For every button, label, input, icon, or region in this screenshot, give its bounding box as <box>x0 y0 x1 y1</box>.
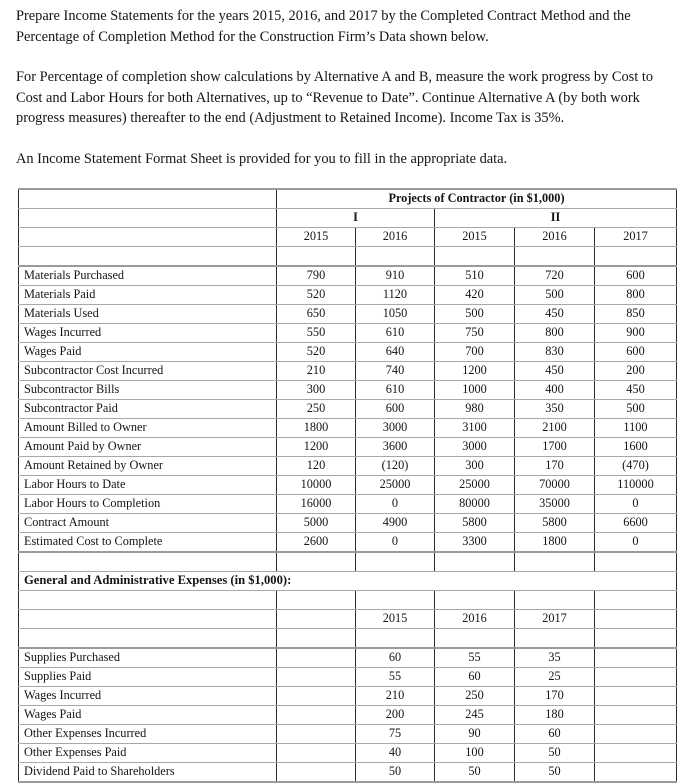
row-label: Labor Hours to Date <box>19 476 277 495</box>
row-label: Materials Paid <box>19 286 277 305</box>
table-row <box>19 457 677 476</box>
spacer-cell <box>356 629 435 649</box>
row-value: 210 <box>277 362 356 381</box>
row-label: Wages Paid <box>19 706 277 725</box>
spacer-cell <box>435 629 515 649</box>
table-row <box>19 533 677 553</box>
row-value: 0 <box>595 533 677 553</box>
row-value: 1050 <box>356 305 435 324</box>
row-value <box>277 763 356 783</box>
row-value: 3600 <box>356 438 435 457</box>
year-header-row <box>19 228 677 247</box>
row-value: 25 <box>515 668 595 687</box>
row-value: 50 <box>435 763 515 783</box>
paragraph-3: An Income Statement Format Sheet is provided for you to fill in the appropriate data. <box>16 150 508 167</box>
row-value: 830 <box>515 343 595 362</box>
row-value: 650 <box>277 305 356 324</box>
row-value: 1800 <box>515 533 595 553</box>
row-value: 50 <box>356 763 435 783</box>
row-label: Labor Hours to Completion <box>19 495 277 514</box>
row-value: 50 <box>515 744 595 763</box>
spacer-cell <box>435 247 515 267</box>
row-label: Subcontractor Bills <box>19 381 277 400</box>
spacer-cell <box>595 629 677 649</box>
spacer-row-mid <box>19 552 677 572</box>
row-label: Materials Purchased <box>19 266 277 286</box>
table-row <box>19 266 677 286</box>
spacer-row-ga-2 <box>19 629 677 649</box>
spacer-cell <box>19 591 277 610</box>
spacer-cell <box>19 629 277 649</box>
row-value: 910 <box>356 266 435 286</box>
ga-year-header-2: 2015 <box>356 610 435 629</box>
spacer-cell <box>595 247 677 267</box>
row-value: 120 <box>277 457 356 476</box>
row-value: 600 <box>595 343 677 362</box>
row-value: 0 <box>356 495 435 514</box>
row-value <box>595 687 677 706</box>
row-value: 25000 <box>356 476 435 495</box>
row-label: Contract Amount <box>19 514 277 533</box>
ga-year-header-1 <box>277 610 356 629</box>
spacer-cell <box>356 247 435 267</box>
row-label: Other Expenses Paid <box>19 744 277 763</box>
row-label: Wages Paid <box>19 343 277 362</box>
project-group-blank-cell <box>19 209 277 228</box>
row-label: Estimated Cost to Complete <box>19 533 277 553</box>
table-row <box>19 381 677 400</box>
row-value: 5800 <box>435 514 515 533</box>
spacer-cell <box>515 629 595 649</box>
row-value <box>277 687 356 706</box>
row-value: 0 <box>595 495 677 514</box>
spacer-cell <box>356 591 435 610</box>
ga-year-header-5 <box>595 610 677 629</box>
row-value <box>595 668 677 687</box>
group-title-cell: Projects of Contractor (in $1,000) <box>277 189 677 209</box>
row-value: 2600 <box>277 533 356 553</box>
spacer-cell <box>515 247 595 267</box>
spacer-row-ga-1 <box>19 591 677 610</box>
row-value <box>277 706 356 725</box>
row-value: 60 <box>435 668 515 687</box>
spacer-cell <box>19 552 277 572</box>
row-value: 200 <box>595 362 677 381</box>
ga-year-header-4: 2017 <box>515 610 595 629</box>
row-value <box>277 744 356 763</box>
construction-data-table <box>18 188 677 783</box>
row-value: 520 <box>277 286 356 305</box>
row-value <box>277 725 356 744</box>
ga-year-header-row <box>19 610 677 629</box>
row-value <box>595 648 677 668</box>
row-value: 610 <box>356 381 435 400</box>
row-value: 5000 <box>277 514 356 533</box>
row-value: 3000 <box>356 419 435 438</box>
spacer-row-top <box>19 247 677 267</box>
row-value: 2100 <box>515 419 595 438</box>
table-row <box>19 725 677 744</box>
row-value: 610 <box>356 324 435 343</box>
row-value: 16000 <box>277 495 356 514</box>
spacer-cell <box>515 552 595 572</box>
table-row <box>19 343 677 362</box>
row-value: 550 <box>277 324 356 343</box>
row-value: 500 <box>435 305 515 324</box>
paragraph-2: For Percentage of completion show calculations by Alternative A and B, measure the work progress by Cost to Cost and Labor Hours for both Alternatives, up to “Revenue to Date”. Continue Alternative A (by both work progress measures) thereafter to the end (Adjustment to Retained Income). Income Tax is 35%. <box>16 69 654 126</box>
row-value: 800 <box>515 324 595 343</box>
row-value <box>595 725 677 744</box>
row-value: 300 <box>435 457 515 476</box>
spacer-cell <box>595 591 677 610</box>
row-value <box>595 744 677 763</box>
row-value: 1120 <box>356 286 435 305</box>
spacer-cell <box>277 247 356 267</box>
table-row <box>19 648 677 668</box>
row-value: 300 <box>277 381 356 400</box>
spacer-cell <box>595 552 677 572</box>
row-label: Amount Retained by Owner <box>19 457 277 476</box>
spacer-cell <box>356 552 435 572</box>
row-value: 170 <box>515 687 595 706</box>
row-label: Dividend Paid to Shareholders <box>19 763 277 783</box>
row-value: 1000 <box>435 381 515 400</box>
table-row <box>19 286 677 305</box>
row-value: 450 <box>595 381 677 400</box>
spacer-cell <box>277 591 356 610</box>
intro-text-block <box>0 0 694 169</box>
row-value: 790 <box>277 266 356 286</box>
row-value: 40 <box>356 744 435 763</box>
row-value: 3000 <box>435 438 515 457</box>
row-value: 0 <box>356 533 435 553</box>
row-value: 510 <box>435 266 515 286</box>
row-value: 740 <box>356 362 435 381</box>
row-value: 450 <box>515 362 595 381</box>
row-value: 6600 <box>595 514 677 533</box>
row-value: 25000 <box>435 476 515 495</box>
spacer-cell <box>435 552 515 572</box>
spacer-cell <box>515 591 595 610</box>
row-value: 500 <box>515 286 595 305</box>
row-label: Amount Billed to Owner <box>19 419 277 438</box>
row-value: 600 <box>356 400 435 419</box>
row-value: 200 <box>356 706 435 725</box>
row-value: 420 <box>435 286 515 305</box>
table-row <box>19 476 677 495</box>
row-value: 70000 <box>515 476 595 495</box>
row-value: 250 <box>435 687 515 706</box>
row-value: 100 <box>435 744 515 763</box>
row-value: 180 <box>515 706 595 725</box>
row-label: Amount Paid by Owner <box>19 438 277 457</box>
row-value: 600 <box>595 266 677 286</box>
row-value: (470) <box>595 457 677 476</box>
row-value: 4900 <box>356 514 435 533</box>
row-value: 1700 <box>515 438 595 457</box>
project-group-row <box>19 209 677 228</box>
row-value: 1600 <box>595 438 677 457</box>
row-value: 245 <box>435 706 515 725</box>
row-value: 1800 <box>277 419 356 438</box>
row-value: (120) <box>356 457 435 476</box>
ga-section-title: General and Administrative Expenses (in $1,000): <box>19 572 677 591</box>
row-value: 980 <box>435 400 515 419</box>
paragraph-1: Prepare Income Statements for the years 2015, 2016, and 2017 by the Completed Contract Method and the Percentage of Completion Method for the Construction Firm’s Data shown below. <box>16 8 631 45</box>
table-row <box>19 706 677 725</box>
row-value <box>277 648 356 668</box>
row-value <box>595 763 677 783</box>
year-header-4: 2016 <box>515 228 595 247</box>
row-value: 400 <box>515 381 595 400</box>
row-value: 800 <box>595 286 677 305</box>
row-value: 640 <box>356 343 435 362</box>
row-value: 900 <box>595 324 677 343</box>
row-value: 35000 <box>515 495 595 514</box>
row-value: 3100 <box>435 419 515 438</box>
row-value: 170 <box>515 457 595 476</box>
row-value: 210 <box>356 687 435 706</box>
row-value: 1100 <box>595 419 677 438</box>
row-value: 1200 <box>435 362 515 381</box>
row-label: Wages Incurred <box>19 324 277 343</box>
row-value: 450 <box>515 305 595 324</box>
year-header-2: 2016 <box>356 228 435 247</box>
project-group-II: II <box>435 209 677 228</box>
table-row <box>19 305 677 324</box>
table-row <box>19 687 677 706</box>
table-row <box>19 668 677 687</box>
row-value: 110000 <box>595 476 677 495</box>
table-row <box>19 419 677 438</box>
row-label: Supplies Purchased <box>19 648 277 668</box>
row-label: Subcontractor Paid <box>19 400 277 419</box>
row-value: 250 <box>277 400 356 419</box>
table-body <box>19 189 677 266</box>
row-value: 850 <box>595 305 677 324</box>
row-value: 350 <box>515 400 595 419</box>
table-row <box>19 400 677 419</box>
construction-data-table-wrapper <box>18 188 676 783</box>
spacer-cell <box>277 629 356 649</box>
year-header-5: 2017 <box>595 228 677 247</box>
table-row <box>19 495 677 514</box>
row-label: Materials Used <box>19 305 277 324</box>
year-header-blank-cell <box>19 228 277 247</box>
row-value <box>595 706 677 725</box>
table-row <box>19 514 677 533</box>
table-row <box>19 362 677 381</box>
row-value: 720 <box>515 266 595 286</box>
table-row <box>19 763 677 783</box>
row-value: 80000 <box>435 495 515 514</box>
row-value: 10000 <box>277 476 356 495</box>
ga-section-title-row <box>19 572 677 591</box>
row-value: 90 <box>435 725 515 744</box>
project-group-I: I <box>277 209 435 228</box>
ga-year-header-3: 2016 <box>435 610 515 629</box>
row-label: Wages Incurred <box>19 687 277 706</box>
row-value: 520 <box>277 343 356 362</box>
row-label: Other Expenses Incurred <box>19 725 277 744</box>
spacer-cell <box>435 591 515 610</box>
row-value: 5800 <box>515 514 595 533</box>
row-value: 3300 <box>435 533 515 553</box>
table-row <box>19 744 677 763</box>
row-value: 75 <box>356 725 435 744</box>
row-value: 55 <box>356 668 435 687</box>
ga-year-blank-cell <box>19 610 277 629</box>
row-value: 700 <box>435 343 515 362</box>
spacer-cell <box>277 552 356 572</box>
table-row <box>19 438 677 457</box>
row-value <box>277 668 356 687</box>
row-value: 50 <box>515 763 595 783</box>
row-value: 60 <box>356 648 435 668</box>
group-title-blank-cell <box>19 189 277 209</box>
row-value: 55 <box>435 648 515 668</box>
year-header-3: 2015 <box>435 228 515 247</box>
row-value: 60 <box>515 725 595 744</box>
group-title-row <box>19 189 677 209</box>
row-value: 750 <box>435 324 515 343</box>
row-value: 500 <box>595 400 677 419</box>
row-value: 1200 <box>277 438 356 457</box>
row-value: 35 <box>515 648 595 668</box>
table-row <box>19 324 677 343</box>
spacer-cell <box>19 247 277 267</box>
year-header-1: 2015 <box>277 228 356 247</box>
row-label: Subcontractor Cost Incurred <box>19 362 277 381</box>
row-label: Supplies Paid <box>19 668 277 687</box>
